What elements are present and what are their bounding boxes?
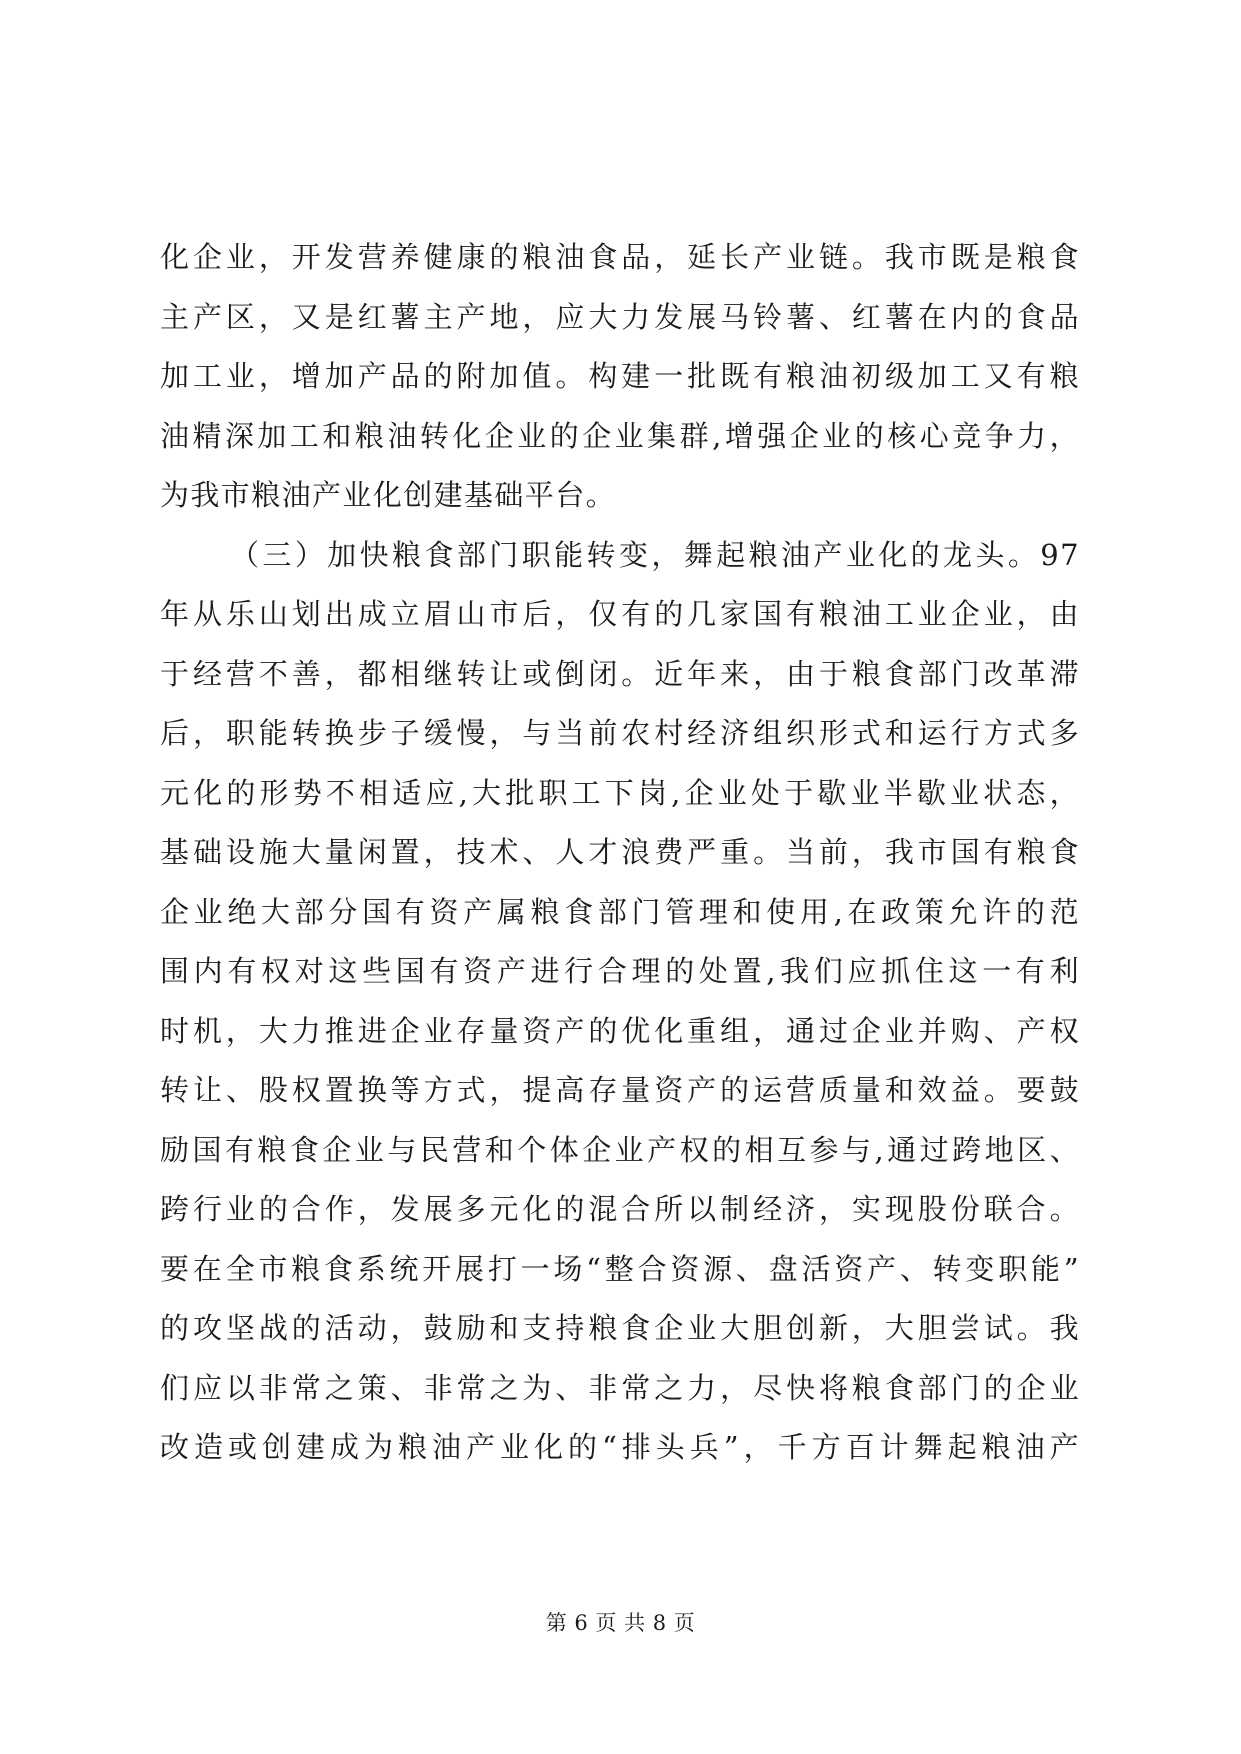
text-line: 年从乐山划出成立眉山市后，仅有的几家国有粮油工业企业，由	[160, 597, 1080, 631]
text-line: 转让、股权置换等方式，提高存量资产的运营质量和效益。要鼓	[160, 1073, 1080, 1107]
text-line: 们应以非常之策、非常之为、非常之力，尽快将粮食部门的企业	[160, 1370, 1080, 1405]
section-heading-line: （三）加快粮食部门职能转变，舞起粮油产业化的龙头。97	[230, 537, 1080, 572]
text-line: 要在全市粮食系统开展打一场“整合资源、盘活资产、转变职能”	[160, 1251, 1080, 1286]
text-line: 时机，大力推进企业存量资产的优化重组，通过企业并购、产权	[160, 1013, 1080, 1048]
text-line: 加工业，增加产品的附加值。构建一批既有粮油初级加工又有粮	[160, 359, 1080, 393]
text-line: 化企业，开发营养健康的粮油食品，延长产业链。我市既是粮食	[160, 240, 1080, 274]
text-line: 企业绝大部分国有资产属粮食部门管理和使用,在政策允许的范	[160, 894, 1080, 929]
page-number-footer: 第 6 页 共 8 页	[545, 1611, 696, 1635]
text-line: 为我市粮油产业化创建基础平台。	[160, 478, 617, 512]
text-line: 于经营不善，都相继转让或倒闭。近年来，由于粮食部门改革滞	[160, 656, 1080, 691]
document-body	[160, 228, 1080, 1478]
text-line: 围内有权对这些国有资产进行合理的处置,我们应抓住这一有利	[160, 954, 1080, 988]
text-line: 基础设施大量闲置，技术、人才浪费严重。当前，我市国有粮食	[160, 835, 1080, 869]
text-line: 跨行业的合作，发展多元化的混合所以制经济，实现股份联合。	[160, 1192, 1080, 1226]
text-line: 后，职能转换步子缓慢，与当前农村经济组织形式和运行方式多	[160, 716, 1080, 750]
text-line: 的攻坚战的活动，鼓励和支持粮食企业大胆创新，大胆尝试。我	[160, 1311, 1080, 1345]
text-line: 励国有粮食企业与民营和个体企业产权的相互参与,通过跨地区、	[160, 1132, 1080, 1167]
text-line: 主产区，又是红薯主产地，应大力发展马铃薯、红薯在内的食品	[160, 299, 1080, 334]
text-line: 油精深加工和粮油转化企业的企业集群,增强企业的核心竞争力，	[160, 418, 1080, 453]
text-line: 改造或创建成为粮油产业化的“排头兵”，千方百计舞起粮油产	[160, 1430, 1080, 1464]
text-line: 元化的形势不相适应,大批职工下岗,企业处于歇业半歇业状态，	[160, 775, 1080, 810]
